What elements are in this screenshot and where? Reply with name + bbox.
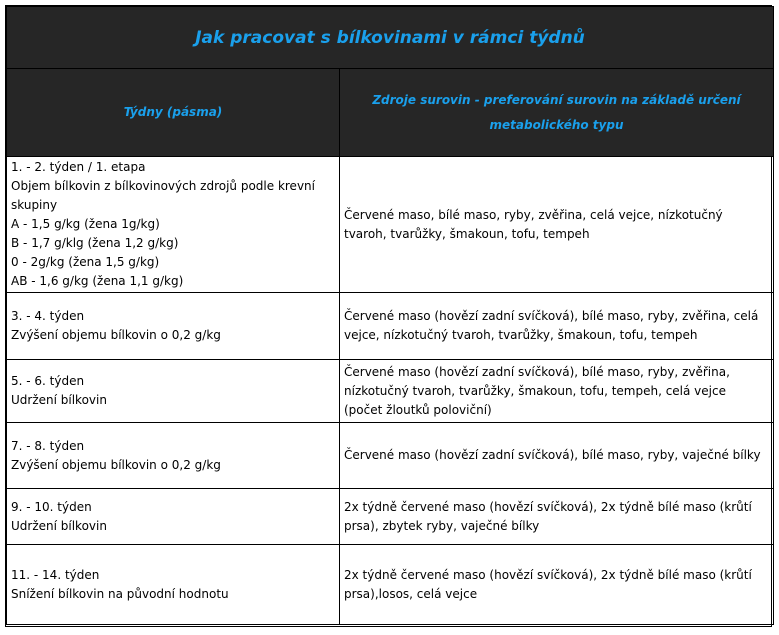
sources-text: Červené maso (hovězí zadní svíčková), bílé maso, ryby, vaječné bílky (344, 448, 761, 462)
sources-cell (340, 489, 774, 545)
table-row (7, 545, 774, 625)
weeks-text: 1. - 2. týden / 1. etapa (11, 160, 146, 174)
table-title: Jak pracovat s bílkovinami v rámci týdnů (7, 7, 774, 69)
weeks-text: 9. - 10. týden (11, 499, 92, 514)
weeks-cell (7, 360, 340, 423)
weeks-text: 0 - 2g/kg (žena 1,5 g/kg) (11, 255, 160, 269)
protein-table (6, 6, 774, 625)
weeks-text: B - 1,7 g/klg (žena 1,2 g/kg) (11, 236, 179, 250)
weeks-text: Objem bílkovin z bílkovinových zdrojů podle krevní (11, 179, 315, 193)
weeks-text: 3. - 4. týden (11, 309, 85, 323)
weeks-text: 5. - 6. týden (11, 374, 85, 388)
sources-cell (340, 293, 774, 360)
weeks-text: Udržení bílkovin (11, 518, 107, 533)
sources-text: tvaroh, tvarůžky, šmakoun, tofu, tempeh (344, 226, 590, 241)
title-row (7, 7, 774, 69)
header-sources-line2: metabolického typu (489, 117, 624, 132)
sources-text: Červené maso (hovězí zadní svíčková), bílé maso, ryby, zvěřina, celá (344, 309, 759, 323)
weeks-text: Zvýšení objemu bílkovin o 0,2 g/kg (11, 328, 221, 342)
weeks-cell (7, 293, 340, 360)
sources-text: Červené maso (hovězí zadní svíčková), bílé maso, ryby, zvěřina, (344, 364, 730, 379)
weeks-text: Snížení bílkovin na původní hodnotu (11, 586, 229, 601)
sources-text: Červené maso, bílé maso, ryby, zvěřina, celá vejce, nízkotučný (344, 207, 723, 222)
protein-table-frame (5, 5, 772, 627)
weeks-cell (7, 423, 340, 489)
table-row (7, 293, 774, 360)
sources-cell (340, 157, 774, 293)
table-row (7, 423, 774, 489)
sources-text: vejce, nízkotučný tvaroh, tvarůžky, šmakoun, tofu, tempeh (344, 328, 698, 342)
sources-text: 2x týdně červené maso (hovězí svíčková), 2x týdně bílé maso (krůtí (344, 567, 752, 582)
weeks-text: skupiny (11, 198, 58, 212)
header-sources-line1: Zdroje surovin - preferování surovin na základě určení (372, 92, 741, 107)
weeks-cell (7, 489, 340, 545)
table-row (7, 360, 774, 423)
weeks-text: Zvýšení objemu bílkovin o 0,2 g/kg (11, 457, 221, 472)
sources-text: nízkotučný tvaroh, tvarůžky, šmakoun, tofu, tempeh, celá vejce (344, 383, 726, 398)
header-sources (340, 69, 774, 157)
sources-text: prsa),losos, celá vejce (344, 586, 478, 601)
sources-cell (340, 545, 774, 625)
weeks-text: Udržení bílkovin (11, 393, 107, 407)
weeks-cell (7, 157, 340, 293)
sources-text: (počet žloutků poloviční) (344, 402, 492, 417)
header-weeks: Týdny (pásma) (7, 69, 340, 157)
weeks-text: 7. - 8. týden (11, 438, 85, 453)
weeks-text: AB - 1,6 g/kg (žena 1,1 g/kg) (11, 274, 184, 288)
sources-cell (340, 423, 774, 489)
weeks-text: 11. - 14. týden (11, 567, 100, 582)
table-row (7, 489, 774, 545)
header-row (7, 69, 774, 157)
weeks-cell (7, 545, 340, 625)
sources-text: 2x týdně červené maso (hovězí svíčková), 2x týdně bílé maso (krůtí (344, 499, 752, 514)
sources-cell (340, 360, 774, 423)
table-row (7, 157, 774, 293)
weeks-text: A - 1,5 g/kg (žena 1g/kg) (11, 217, 160, 231)
sources-text: prsa), zbytek ryby, vaječné bílky (344, 518, 540, 533)
